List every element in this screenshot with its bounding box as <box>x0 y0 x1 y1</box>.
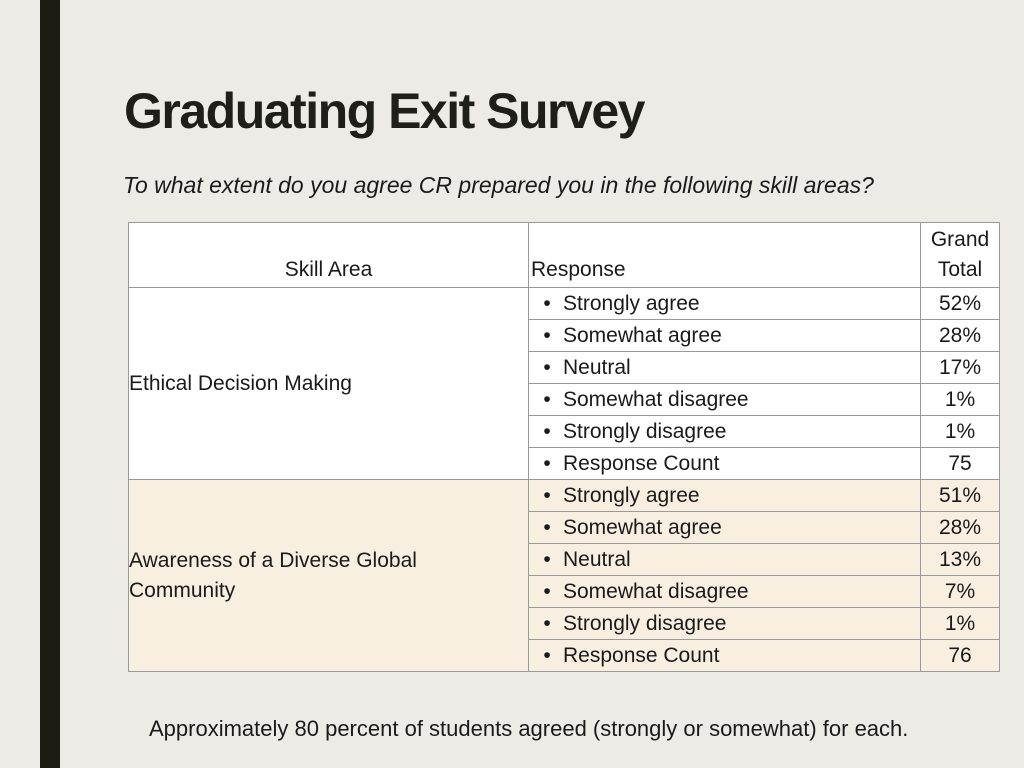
total-cell: 1% <box>921 608 1000 640</box>
slide-accent-bar <box>40 0 60 768</box>
total-cell: 13% <box>921 544 1000 576</box>
bullet-icon: • <box>543 483 551 507</box>
total-cell: 76 <box>921 640 1000 672</box>
response-cell: • Somewhat agree <box>529 512 921 544</box>
skill-cell-ethical: Ethical Decision Making <box>129 288 529 480</box>
response-cell: • Somewhat disagree <box>529 576 921 608</box>
table-row <box>129 480 1000 512</box>
bullet-icon: • <box>543 323 551 347</box>
bullet-icon: • <box>543 419 551 443</box>
bullet-icon: • <box>543 387 551 411</box>
bullet-icon: • <box>543 291 551 315</box>
total-cell: 7% <box>921 576 1000 608</box>
bullet-icon: • <box>543 547 551 571</box>
response-cell: • Strongly agree <box>529 480 921 512</box>
response-cell: • Somewhat disagree <box>529 384 921 416</box>
slide-footer-note: Approximately 80 percent of students agreed (strongly or somewhat) for each. <box>149 716 909 741</box>
response-cell: • Response Count <box>529 640 921 672</box>
header-grand-total-line1: Grand <box>930 228 990 251</box>
response-cell: • Neutral <box>529 352 921 384</box>
bullet-icon: • <box>543 611 551 635</box>
skill-cell-global: Awareness of a Diverse Global Community <box>129 480 529 672</box>
total-cell: 1% <box>921 384 1000 416</box>
response-cell: • Response Count <box>529 448 921 480</box>
header-skill-area: Skill Area <box>129 223 529 288</box>
total-cell: 75 <box>921 448 1000 480</box>
total-cell: 28% <box>921 512 1000 544</box>
header-grand-total-line2: Total <box>937 258 983 281</box>
survey-table <box>128 222 1000 672</box>
header-grand-total <box>921 223 1000 288</box>
bullet-icon: • <box>543 451 551 475</box>
total-cell: 1% <box>921 416 1000 448</box>
response-cell: • Strongly disagree <box>529 608 921 640</box>
slide-title: Graduating Exit Survey <box>124 83 644 139</box>
table-header-row <box>129 223 1000 288</box>
slide-subtitle: To what extent do you agree CR prepared you in the following skill areas? <box>123 172 874 198</box>
response-cell: • Strongly disagree <box>529 416 921 448</box>
bullet-icon: • <box>543 515 551 539</box>
total-cell: 28% <box>921 320 1000 352</box>
table-row <box>129 288 1000 320</box>
bullet-icon: • <box>543 643 551 667</box>
bullet-icon: • <box>543 579 551 603</box>
total-cell: 17% <box>921 352 1000 384</box>
response-cell: • Neutral <box>529 544 921 576</box>
total-cell: 52% <box>921 288 1000 320</box>
total-cell: 51% <box>921 480 1000 512</box>
response-cell: • Somewhat agree <box>529 320 921 352</box>
response-cell: • Strongly agree <box>529 288 921 320</box>
header-response: Response <box>529 223 921 288</box>
bullet-icon: • <box>543 355 551 379</box>
